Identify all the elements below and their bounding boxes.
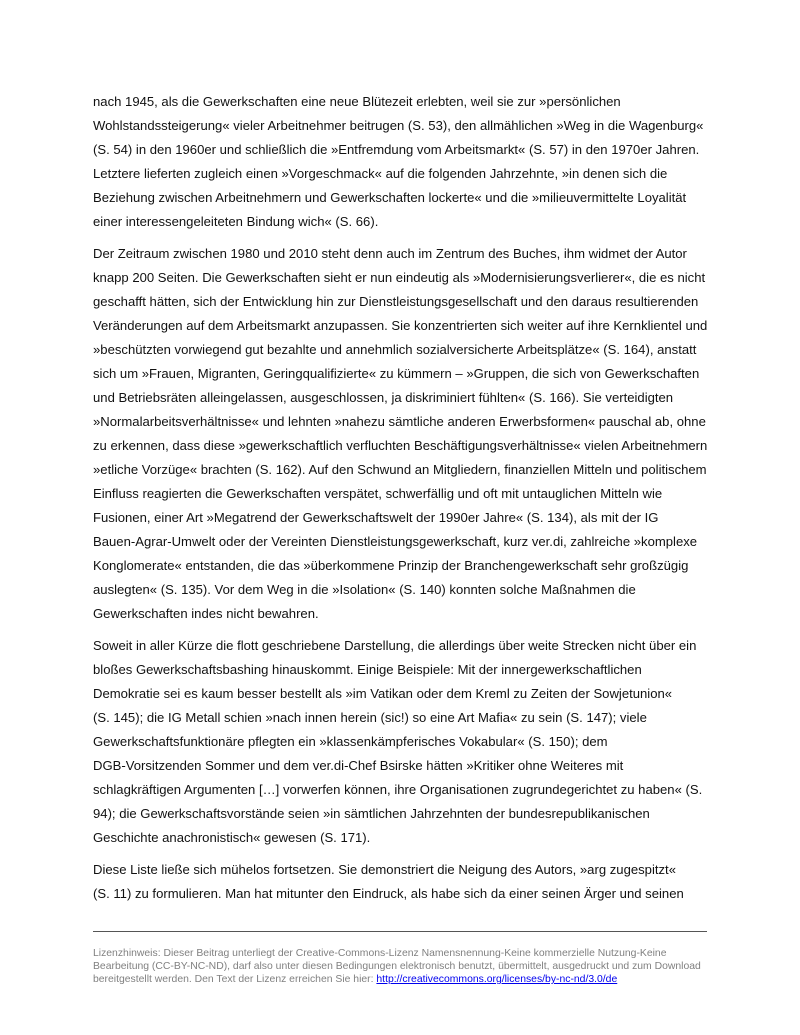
paragraph-2 [93, 242, 713, 626]
text-line: schlagkräftigen Argumenten […] vorwerfen können, ihre Organisationen zugrundegerichtet zu haben« (S. [93, 782, 703, 797]
paragraph-4 [93, 858, 713, 906]
text-line: »Normalarbeitsverhältnisse« und lehnten »nahezu sämtliche anderen Erwerbsformen« pauschal ab, ohne [93, 414, 706, 429]
text-line: Der Zeitraum zwischen 1980 und 2010 steht denn auch im Zentrum des Buches, ihm widmet der Autor [93, 246, 687, 261]
footer-line-3-text: bereitgestellt werden. Den Text der Lizenz erreichen Sie hier: [93, 974, 377, 985]
footer-divider [93, 931, 707, 932]
text-line: DGB-Vorsitzenden Sommer und dem ver.di-Chef Bsirske hätten »Kritiker ohne Weiteres mit [93, 758, 624, 773]
text-line: nach 1945, als die Gewerkschaften eine neue Blütezeit erlebten, weil sie zur »persönlichen [93, 94, 621, 109]
text-line: einer interessengeleiteten Bindung wich« (S. 66). [93, 214, 379, 229]
text-line: »etliche Vorzüge« brachten (S. 162). Auf den Schwund an Mitgliedern, finanziellen Mitteln und politischem [93, 462, 707, 477]
text-line: Demokratie sei es kaum besser bestellt als »im Vatikan oder dem Kreml zu Zeiten der Sowjetunion« [93, 686, 673, 701]
text-line: auslegten« (S. 135). Vor dem Weg in die »Isolation« (S. 140) konnten solche Maßnahmen die [93, 582, 636, 597]
text-line: Beziehung zwischen Arbeitnehmern und Gewerkschaften lockerte« und die »milieuvermittelte Loyalität [93, 190, 687, 205]
text-line: Wohlstandssteigerung« vieler Arbeitnehmer beitrugen (S. 53), den allmählichen »Weg in die Wagenburg« [93, 118, 704, 133]
license-footer [93, 947, 723, 986]
license-link[interactable]: http://creativecommons.org/licenses/by-nc-nd/3.0/de [376, 974, 618, 985]
text-line: bloßes Gewerkschaftsbashing hinauskommt. Einige Beispiele: Mit der innergewerkschaftlichen [93, 662, 642, 677]
text-line: (S. 145); die IG Metall schien »nach innen herein (sic!) so eine Art Mafia« zu sein (S. 147); viele [93, 710, 647, 725]
text-line: Gewerkschaftsfunktionäre pflegten ein »klassenkämpferisches Vokabular« (S. 150); dem [93, 734, 608, 749]
text-line: (S. 54) in den 1960er und schließlich die »Entfremdung vom Arbeitsmarkt« (S. 57) in den 1970er Jahren. [93, 142, 700, 157]
body-text [93, 90, 713, 914]
text-line: Gewerkschaften indes nicht bewahren. [93, 606, 319, 621]
text-line: Bauen-Agrar-Umwelt oder der Vereinten Dienstleistungsgewerkschaft, kurz ver.di, zahlreiche »komplexe [93, 534, 698, 549]
text-line: Fusionen, einer Art »Megatrend der Gewerkschaftswelt der 1990er Jahre« (S. 134), als mit der IG [93, 510, 659, 525]
paragraph-3 [93, 634, 713, 850]
text-line: zu erkennen, dass diese »gewerkschaftlich verfluchten Beschäftigungsverhältnisse« vielen Arbeitnehmern [93, 438, 708, 453]
footer-line-3 [93, 973, 723, 986]
text-line: und Betriebsräten alleingelassen, ausgeschlossen, ja diskriminiert fühlten« (S. 166). Sie verteidigten [93, 390, 674, 405]
text-line: geschafft hätten, sich der Entwicklung hin zur Dienstleistungsgesellschaft und den daraus resultierenden [93, 294, 699, 309]
text-line: Geschichte anachronistisch« gewesen (S. 171). [93, 830, 371, 845]
footer-line-1: Lizenzhinweis: Dieser Beitrag unterliegt der Creative-Commons-Lizenz Namensnennung-Keine kommerzielle Nutzung-Keine [93, 948, 667, 959]
text-line: Diese Liste ließe sich mühelos fortsetzen. Sie demonstriert die Neigung des Autors, »arg zugespitzt« [93, 862, 676, 877]
footer-line-2: Bearbeitung (CC-BY-NC-ND), darf also unter diesen Bedingungen elektronisch benutzt, übermittelt, ausgedruckt und zum Download [93, 961, 701, 972]
text-line: »beschützten vorwiegend gut bezahlte und annehmlich sozialversicherte Arbeitsplätze« (S. 164), anstatt [93, 342, 697, 357]
text-line: Konglomerate« entstanden, die das »überkommene Prinzip der Branchengewerkschaft sehr großzügig [93, 558, 689, 573]
text-line: 94); die Gewerkschaftsvorstände seien »in sämtlichen Jahrzehnten der bundesrepublikanischen [93, 806, 650, 821]
text-line: Einfluss reagierten die Gewerkschaften verspätet, schwerfällig und oft mit untauglichen Mitteln wie [93, 486, 663, 501]
paragraph-1 [93, 90, 713, 234]
text-line: Letztere lieferten zugleich einen »Vorgeschmack« auf die folgenden Jahrzehnte, »in denen sich die [93, 166, 668, 181]
text-line: Veränderungen auf dem Arbeitsmarkt anzupassen. Sie konzentrierten sich weiter auf ihre Kernklientel und [93, 318, 708, 333]
text-line: knapp 200 Seiten. Die Gewerkschaften sieht er nun eindeutig als »Modernisierungsverlierer«, die es nicht [93, 270, 706, 285]
text-line: Soweit in aller Kürze die flott geschriebene Darstellung, die allerdings über weite Strecken nicht über ein [93, 638, 697, 653]
text-line: (S. 11) zu formulieren. Man hat mitunter den Eindruck, als habe sich da einer seinen Ärger und seinen [93, 886, 684, 901]
text-line: sich um »Frauen, Migranten, Geringqualifizierte« zu kümmern – »Gruppen, die sich von Gewerkschaften [93, 366, 700, 381]
